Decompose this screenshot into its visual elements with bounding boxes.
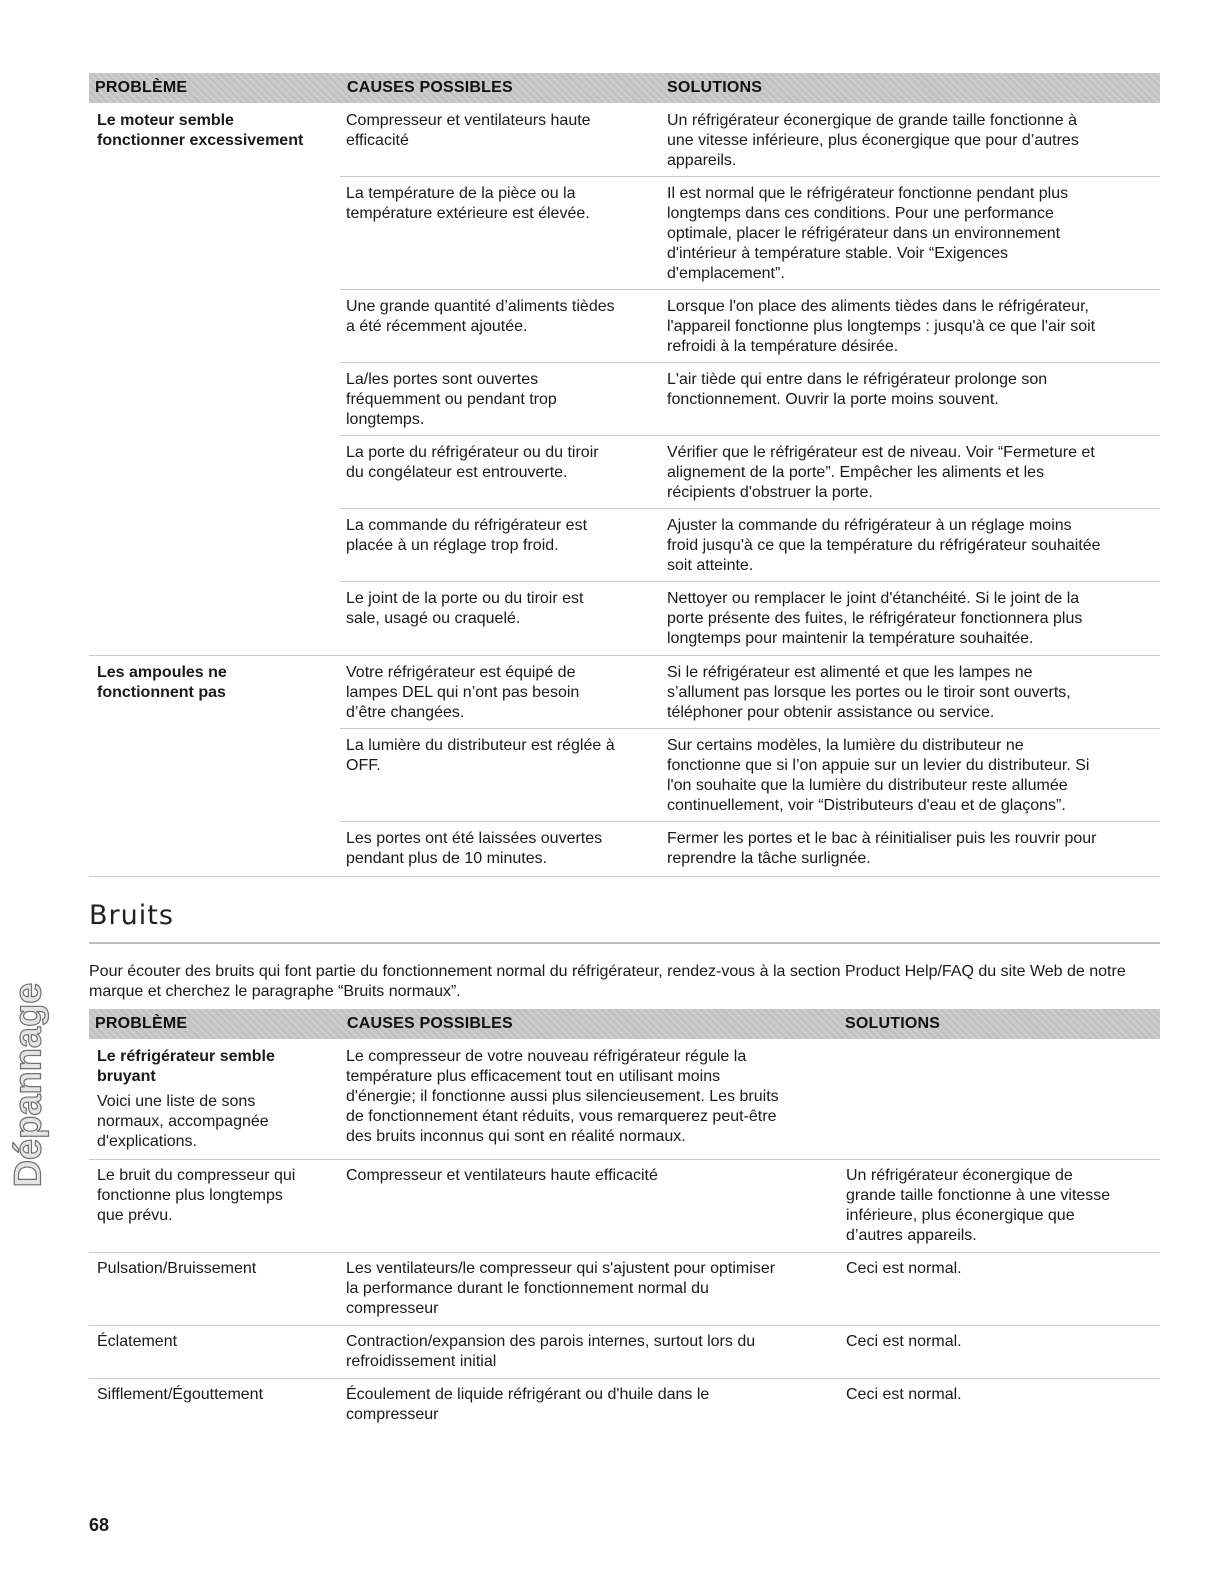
table1-problem-motor: Le moteur semble fonctionner excessivement [97,112,304,149]
table2-cause: Contraction/expansion des parois internes, surtout lors du refroidissement initial [346,1333,756,1370]
table1-solution: Fermer les portes et le bac à réinitialiser puis les rouvrir pour reprendre la tâche surlignée. [667,830,1097,867]
side-tab-label: Dépannage [7,982,50,1188]
table1-solution: Vérifier que le réfrigérateur est de niveau. Voir “Fermeture et alignement de la porte”. Empêcher les aliments et les récipients d'obstruer la porte. [667,444,1095,501]
row-divider [340,728,1160,729]
row-divider [340,176,1160,177]
group-divider [89,655,1160,656]
table1-cause: La/les portes sont ouvertes fréquemment ou pendant trop longtemps. [346,371,557,428]
table1-solution: Il est normal que le réfrigérateur fonctionne pendant plus longtemps dans ces conditions. Pour une performance optimale, placer le réfrigérateur dans un environnement d'intérieur à température stable. Voir “Exigences d'emplacement”. [667,185,1069,282]
table1-solution: Sur certains modèles, la lumière du distributeur ne fonctionne que si l’on appuie sur un levier du distributeur. Si l'on souhaite que la lumière du distributeur reste allumée continuellement, voir “Distributeurs d'eau et de glaçons”. [667,737,1090,814]
table1-solution: Un réfrigérateur éconergique de grande taille fonctionne à une vitesse inférieure, plus éconergique que pour d’autres appareils. [667,112,1079,169]
table2-solution: Un réfrigérateur éconergique de grande taille fonctionne à une vitesse inférieure, plus éconergique que d’autres appareils. [846,1167,1111,1244]
section-intro: Pour écouter des bruits qui font partie du fonctionnement normal du réfrigérateur, rendez-vous à la section Product Help/FAQ du site Web de notre marque et cherchez le paragraphe “Bruits normaux”. [89,963,1126,1000]
table1-cause: Compresseur et ventilateurs haute efficacité [346,112,591,149]
table1-cause: La porte du réfrigérateur ou du tiroir du congélateur est entrouverte. [346,444,599,481]
row-divider [89,1378,1160,1379]
table1-cause: La lumière du distributeur est réglée à OFF. [346,737,615,774]
table2-solution: Ceci est normal. [846,1260,962,1277]
table1-cause: La température de la pièce ou la température extérieure est élevée. [346,185,590,222]
table1-cause: Votre réfrigérateur est équipé de lampes DEL qui n’ont pas besoin d’être changées. [346,664,580,721]
row-divider [89,1159,1160,1160]
table1-solution: Lorsque l'on place des aliments tièdes dans le réfrigérateur, l'appareil fonctionne plus longtemps : jusqu'à ce que l'air soit refroidi à la température désirée. [667,298,1096,355]
table2-header-solutions: SOLUTIONS [845,1015,941,1032]
page-number: 68 [89,1515,110,1535]
table2-header-bar [89,1009,1160,1039]
row-divider [340,581,1160,582]
table2-cause: Écoulement de liquide réfrigérant ou d'huile dans le compresseur [346,1386,710,1423]
row-divider [89,1252,1160,1253]
table2-problem: Éclatement [97,1333,178,1350]
table1-solution: Ajuster la commande du réfrigérateur à un réglage moins froid jusqu'à ce que la température du réfrigérateur souhaitée soit atteinte. [667,517,1101,574]
table2-cause: Compresseur et ventilateurs haute efficacité [346,1167,658,1184]
table1-header-problem: PROBLÈME [95,79,188,96]
table1-cause: Le joint de la porte ou du tiroir est sale, usagé ou craquelé. [346,590,584,627]
table1-cause: La commande du réfrigérateur est placée à un réglage trop froid. [346,517,588,554]
table2-problem: Le bruit du compresseur qui fonctionne plus longtemps que prévu. [97,1167,296,1224]
table2-problem: Sifflement/Égouttement [97,1386,264,1403]
table1-solution: L'air tiède qui entre dans le réfrigérateur prolonge son fonctionnement. Ouvrir la porte moins souvent. [667,371,1048,408]
table2-cause: Les ventilateurs/le compresseur qui s'ajustent pour optimiser la performance durant le fonctionnement normal du compresseur [346,1260,776,1317]
table1-problem-lights: Les ampoules ne fonctionnent pas [97,664,227,701]
table1-solution: Nettoyer ou remplacer le joint d'étanchéité. Si le joint de la porte présente des fuites, le réfrigérateur fonctionnera plus longtemps pour maintenir la température souhaitée. [667,590,1083,647]
row-divider [340,821,1160,822]
section-title-rule [89,942,1160,944]
table2-problem: Pulsation/Bruissement [97,1260,257,1277]
table1-cause: Une grande quantité d’aliments tièdes a été récemment ajoutée. [346,298,615,335]
table2-header-causes: CAUSES POSSIBLES [347,1015,513,1032]
table-end-divider [89,876,1160,877]
table1-cause: Les portes ont été laissées ouvertes pendant plus de 10 minutes. [346,830,603,867]
table2-solution: Ceci est normal. [846,1386,962,1403]
row-divider [89,1325,1160,1326]
table1-header-solutions: SOLUTIONS [667,79,763,96]
table2-problem-note: Voici une liste de sons normaux, accompagnée d'explications. [97,1093,269,1150]
table2-cause: Le compresseur de votre nouveau réfrigérateur régule la température plus efficacement tout en utilisant moins d'énergie; il fonctionne aussi plus silencieusement. Les bruits de fonctionnement étant réduits, vous remarquerez peut-être des bruits inconnus qui sont en réalité normaux. [346,1048,779,1145]
section-title: Bruits [89,900,174,931]
table2-header-problem: PROBLÈME [95,1015,188,1032]
table1-solution: Si le réfrigérateur est alimenté et que les lampes ne s’allument pas lorsque les portes ou le tiroir sont ouverts, téléphoner pour obtenir assistance ou service. [667,664,1071,721]
row-divider [340,435,1160,436]
row-divider [340,289,1160,290]
table2-solution: Ceci est normal. [846,1333,962,1350]
table1-header-bar [89,73,1160,103]
side-tab [0,975,58,1195]
row-divider [340,508,1160,509]
table2-problem-noisy: Le réfrigérateur semble bruyant [97,1048,275,1085]
table1-header-causes: CAUSES POSSIBLES [347,79,513,96]
row-divider [340,362,1160,363]
